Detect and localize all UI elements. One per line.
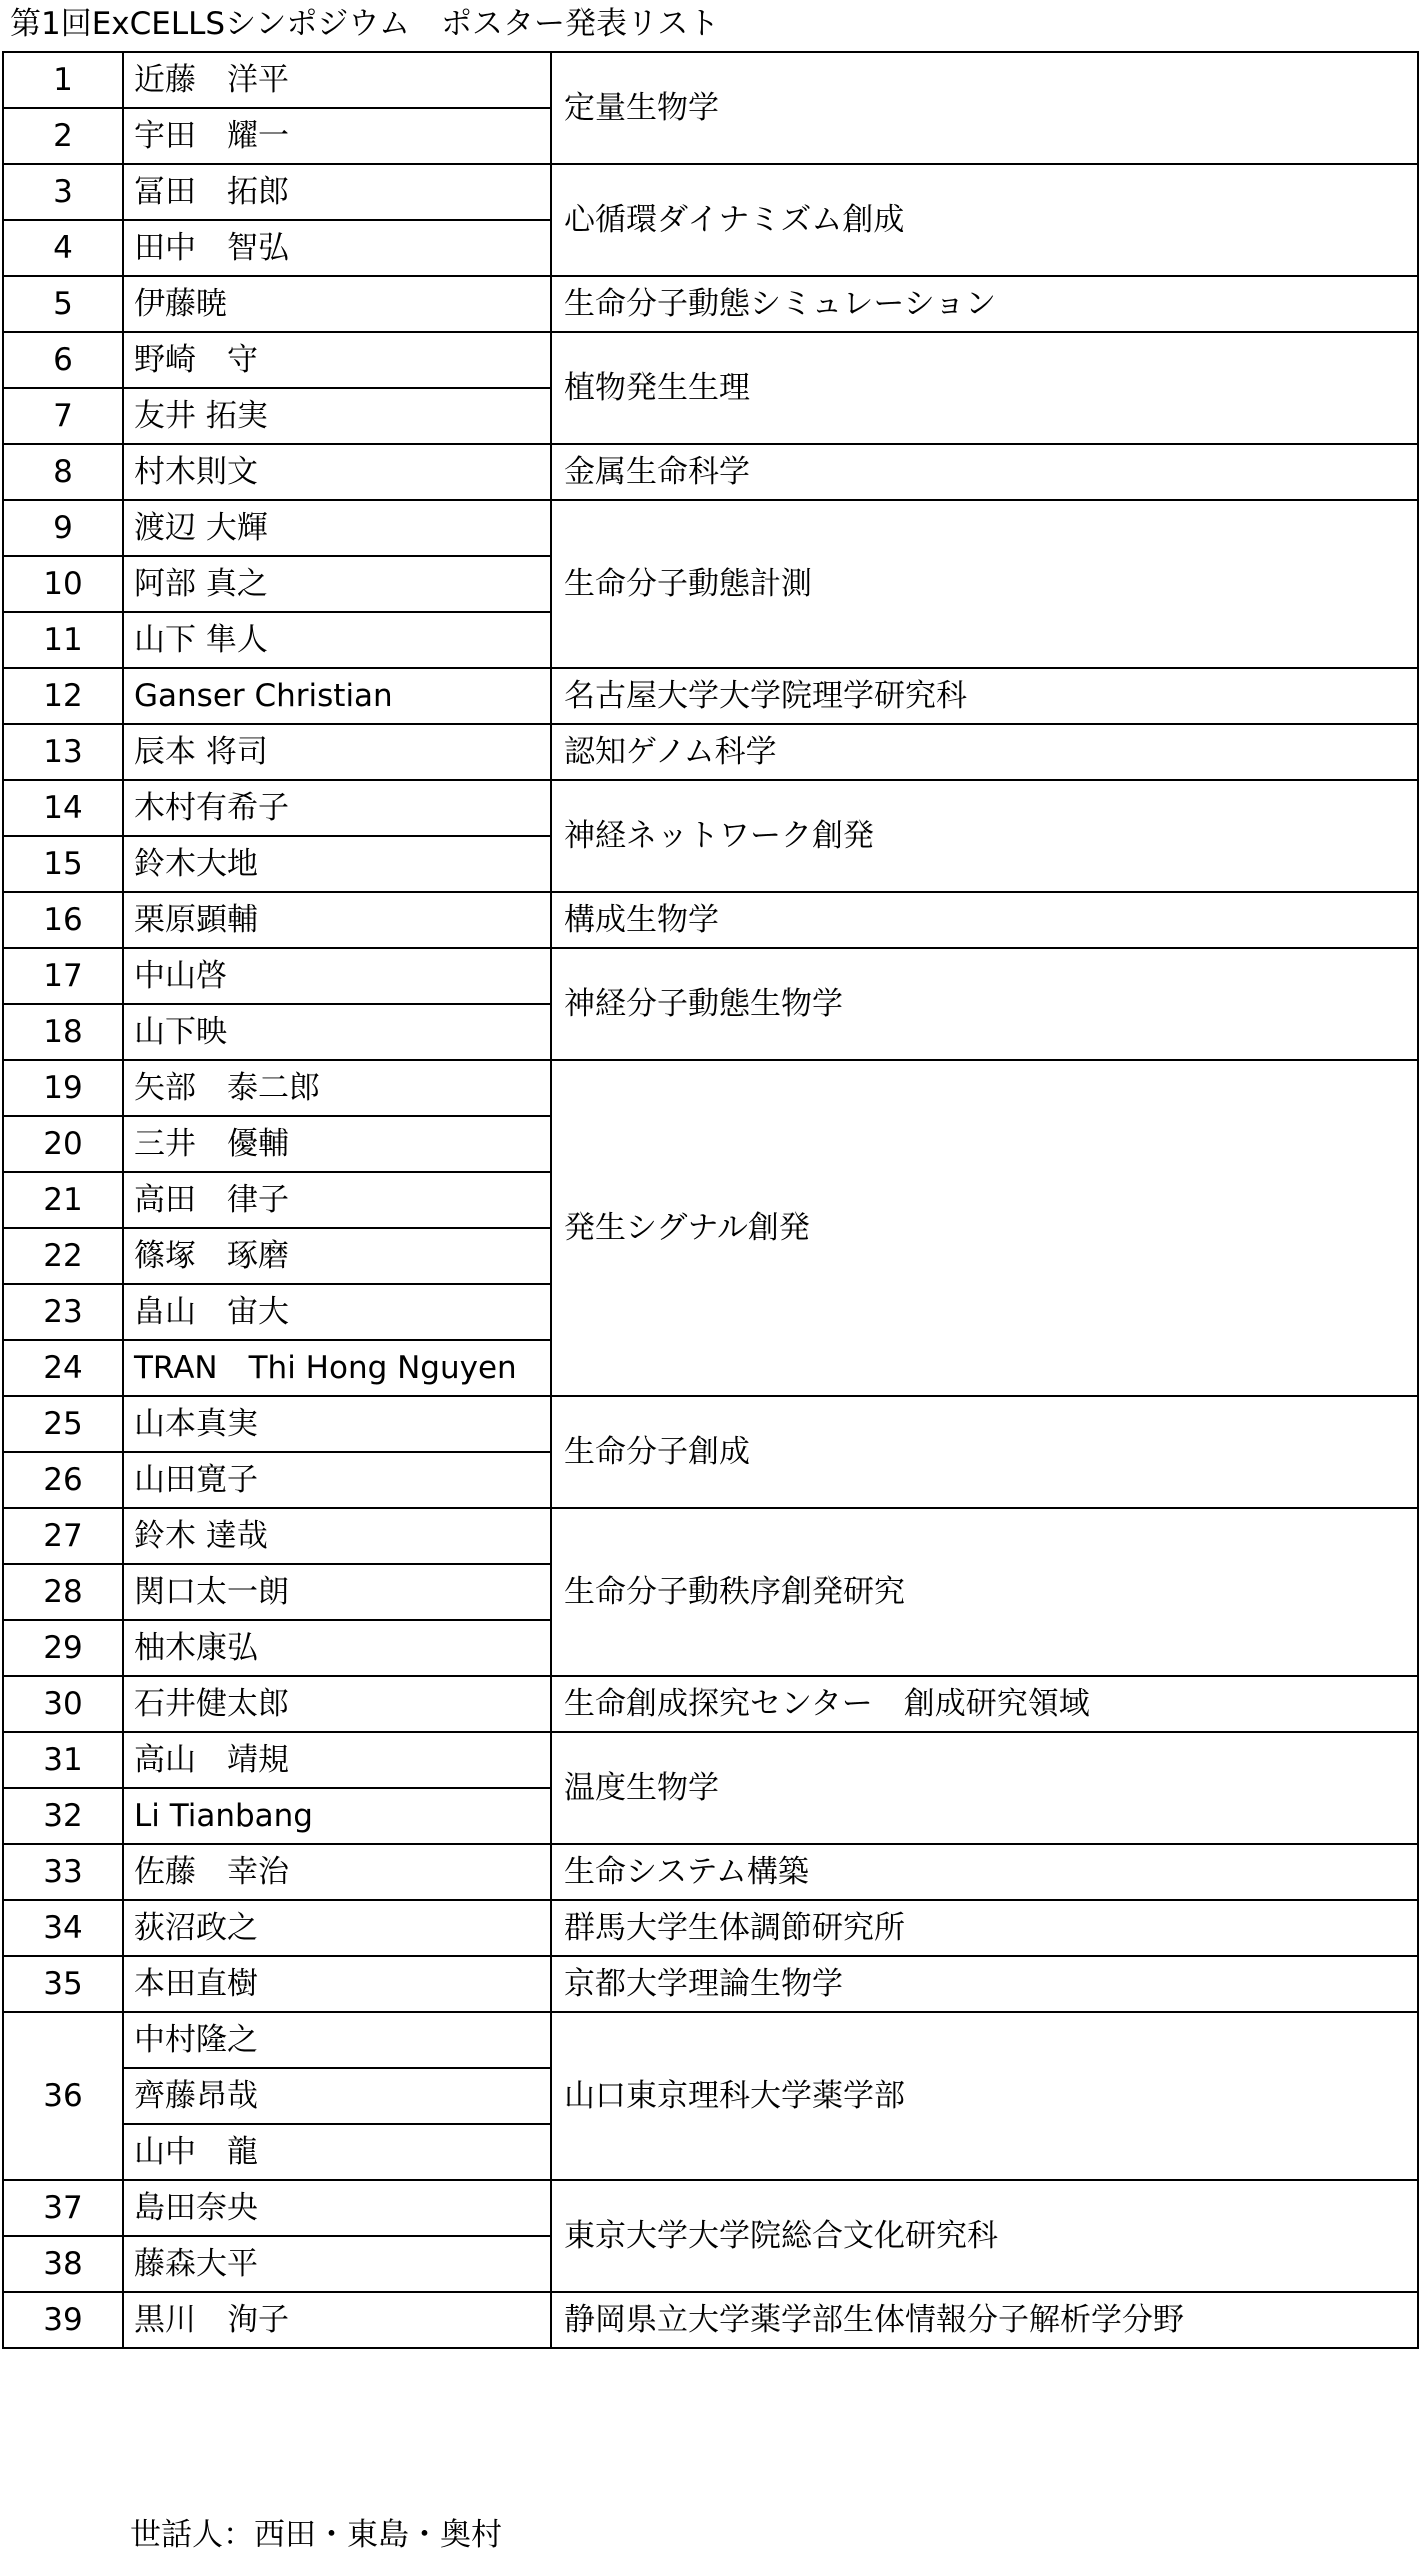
poster-number-cell: 36: [3, 2012, 123, 2180]
poster-number-cell: 11: [3, 612, 123, 668]
poster-table-container: [2, 51, 1417, 2349]
presenter-name-cell: 黒川 洵子: [123, 2292, 551, 2348]
table-row: [3, 1844, 1418, 1900]
presenter-name-cell: Li Tianbang: [123, 1788, 551, 1844]
table-row: [3, 2292, 1418, 2348]
presenter-name-cell: 山下 隼人: [123, 612, 551, 668]
presenter-name-cell: 本田直樹: [123, 1956, 551, 2012]
presenter-name-cell: 山中 龍: [123, 2124, 551, 2180]
presenter-name-cell: 荻沼政之: [123, 1900, 551, 1956]
presenter-name-cell: 村木則文: [123, 444, 551, 500]
poster-number-cell: 3: [3, 164, 123, 220]
presenter-name-cell: 中村隆之: [123, 2012, 551, 2068]
table-row: [3, 1396, 1418, 1452]
presenter-name-cell: 宇田 耀一: [123, 108, 551, 164]
poster-number-cell: 24: [3, 1340, 123, 1396]
presenter-name-cell: 三井 優輔: [123, 1116, 551, 1172]
presenter-name-cell: 佐藤 幸治: [123, 1844, 551, 1900]
presenter-name-cell: 鈴木 達哉: [123, 1508, 551, 1564]
poster-number-cell: 15: [3, 836, 123, 892]
table-row: [3, 2180, 1418, 2236]
presenter-name-cell: 冨田 拓郎: [123, 164, 551, 220]
table-row: [3, 444, 1418, 500]
poster-number-cell: 39: [3, 2292, 123, 2348]
poster-number-cell: 14: [3, 780, 123, 836]
presenter-name-cell: 矢部 泰二郎: [123, 1060, 551, 1116]
table-row: [3, 1956, 1418, 2012]
poster-number-cell: 16: [3, 892, 123, 948]
table-row: [3, 332, 1418, 388]
poster-number-cell: 38: [3, 2236, 123, 2292]
presenter-name-cell: 山田寛子: [123, 1452, 551, 1508]
affiliation-cell: 神経ネットワーク創発: [551, 780, 1418, 892]
affiliation-cell: 生命システム構築: [551, 1844, 1418, 1900]
poster-number-cell: 1: [3, 52, 123, 108]
affiliation-cell: 定量生物学: [551, 52, 1418, 164]
presenter-name-cell: 柚木康弘: [123, 1620, 551, 1676]
presenter-name-cell: 篠塚 琢磨: [123, 1228, 551, 1284]
presenter-name-cell: 関口太一朗: [123, 1564, 551, 1620]
table-row: [3, 1732, 1418, 1788]
poster-number-cell: 18: [3, 1004, 123, 1060]
affiliation-cell: 東京大学大学院総合文化研究科: [551, 2180, 1418, 2292]
poster-number-cell: 4: [3, 220, 123, 276]
table-row: [3, 500, 1418, 556]
presenter-name-cell: 渡辺 大輝: [123, 500, 551, 556]
poster-number-cell: 25: [3, 1396, 123, 1452]
poster-number-cell: 32: [3, 1788, 123, 1844]
poster-number-cell: 19: [3, 1060, 123, 1116]
poster-number-cell: 2: [3, 108, 123, 164]
affiliation-cell: 山口東京理科大学薬学部: [551, 2012, 1418, 2180]
affiliation-cell: 植物発生生理: [551, 332, 1418, 444]
poster-number-cell: 17: [3, 948, 123, 1004]
poster-number-cell: 28: [3, 1564, 123, 1620]
table-row: [3, 1900, 1418, 1956]
organizers-note: 世話人：西田・東島・奥村: [130, 2517, 502, 2553]
presenter-name-cell: 伊藤暁: [123, 276, 551, 332]
table-row: [3, 1676, 1418, 1732]
presenter-name-cell: 中山啓: [123, 948, 551, 1004]
poster-number-cell: 30: [3, 1676, 123, 1732]
poster-number-cell: 26: [3, 1452, 123, 1508]
affiliation-cell: 金属生命科学: [551, 444, 1418, 500]
presenter-name-cell: 高田 律子: [123, 1172, 551, 1228]
table-row: [3, 276, 1418, 332]
presenter-name-cell: 近藤 洋平: [123, 52, 551, 108]
poster-number-cell: 13: [3, 724, 123, 780]
poster-number-cell: 27: [3, 1508, 123, 1564]
affiliation-cell: 生命分子創成: [551, 1396, 1418, 1508]
poster-number-cell: 33: [3, 1844, 123, 1900]
presenter-name-cell: 鈴木大地: [123, 836, 551, 892]
affiliation-cell: 生命分子動態計測: [551, 500, 1418, 668]
presenter-name-cell: 阿部 真之: [123, 556, 551, 612]
presenter-name-cell: 友井 拓実: [123, 388, 551, 444]
presenter-name-cell: 栗原顕輔: [123, 892, 551, 948]
table-row: [3, 1060, 1418, 1116]
affiliation-cell: 名古屋大学大学院理学研究科: [551, 668, 1418, 724]
table-row: [3, 724, 1418, 780]
presenter-name-cell: 田中 智弘: [123, 220, 551, 276]
table-body: [3, 52, 1418, 2348]
affiliation-cell: 心循環ダイナミズム創成: [551, 164, 1418, 276]
affiliation-cell: 京都大学理論生物学: [551, 1956, 1418, 2012]
affiliation-cell: 神経分子動態生物学: [551, 948, 1418, 1060]
poster-number-cell: 37: [3, 2180, 123, 2236]
table-row: [3, 668, 1418, 724]
table-row: [3, 2012, 1418, 2068]
affiliation-cell: 生命創成探究センター 創成研究領域: [551, 1676, 1418, 1732]
affiliation-cell: 群馬大学生体調節研究所: [551, 1900, 1418, 1956]
presenter-name-cell: 野崎 守: [123, 332, 551, 388]
presenter-name-cell: 山本真実: [123, 1396, 551, 1452]
presenter-name-cell: TRAN Thi Hong Nguyen: [123, 1340, 551, 1396]
poster-number-cell: 8: [3, 444, 123, 500]
presenter-name-cell: Ganser Christian: [123, 668, 551, 724]
page-title: 第1回ExCELLSシンポジウム ポスター発表リスト: [10, 6, 720, 42]
poster-number-cell: 5: [3, 276, 123, 332]
affiliation-cell: 温度生物学: [551, 1732, 1418, 1844]
table-row: [3, 892, 1418, 948]
poster-number-cell: 6: [3, 332, 123, 388]
presenter-name-cell: 木村有希子: [123, 780, 551, 836]
poster-number-cell: 21: [3, 1172, 123, 1228]
poster-number-cell: 22: [3, 1228, 123, 1284]
poster-number-cell: 29: [3, 1620, 123, 1676]
poster-number-cell: 35: [3, 1956, 123, 2012]
poster-number-cell: 9: [3, 500, 123, 556]
presenter-name-cell: 石井健太郎: [123, 1676, 551, 1732]
poster-number-cell: 20: [3, 1116, 123, 1172]
presenter-name-cell: 藤森大平: [123, 2236, 551, 2292]
table-row: [3, 164, 1418, 220]
poster-number-cell: 7: [3, 388, 123, 444]
presenter-name-cell: 畠山 宙大: [123, 1284, 551, 1340]
affiliation-cell: 生命分子動秩序創発研究: [551, 1508, 1418, 1676]
affiliation-cell: 発生シグナル創発: [551, 1060, 1418, 1396]
affiliation-cell: 認知ゲノム科学: [551, 724, 1418, 780]
presenter-name-cell: 山下映: [123, 1004, 551, 1060]
poster-number-cell: 12: [3, 668, 123, 724]
poster-number-cell: 31: [3, 1732, 123, 1788]
table-row: [3, 948, 1418, 1004]
presenter-name-cell: 高山 靖規: [123, 1732, 551, 1788]
poster-number-cell: 34: [3, 1900, 123, 1956]
poster-number-cell: 10: [3, 556, 123, 612]
table-row: [3, 780, 1418, 836]
presenter-name-cell: 島田奈央: [123, 2180, 551, 2236]
table-row: [3, 52, 1418, 108]
table-row: [3, 1508, 1418, 1564]
affiliation-cell: 構成生物学: [551, 892, 1418, 948]
affiliation-cell: 静岡県立大学薬学部生体情報分子解析学分野: [551, 2292, 1418, 2348]
affiliation-cell: 生命分子動態シミュレーション: [551, 276, 1418, 332]
poster-number-cell: 23: [3, 1284, 123, 1340]
presenter-name-cell: 齊藤昂哉: [123, 2068, 551, 2124]
presenter-name-cell: 辰本 将司: [123, 724, 551, 780]
poster-presentation-table: [2, 51, 1419, 2349]
